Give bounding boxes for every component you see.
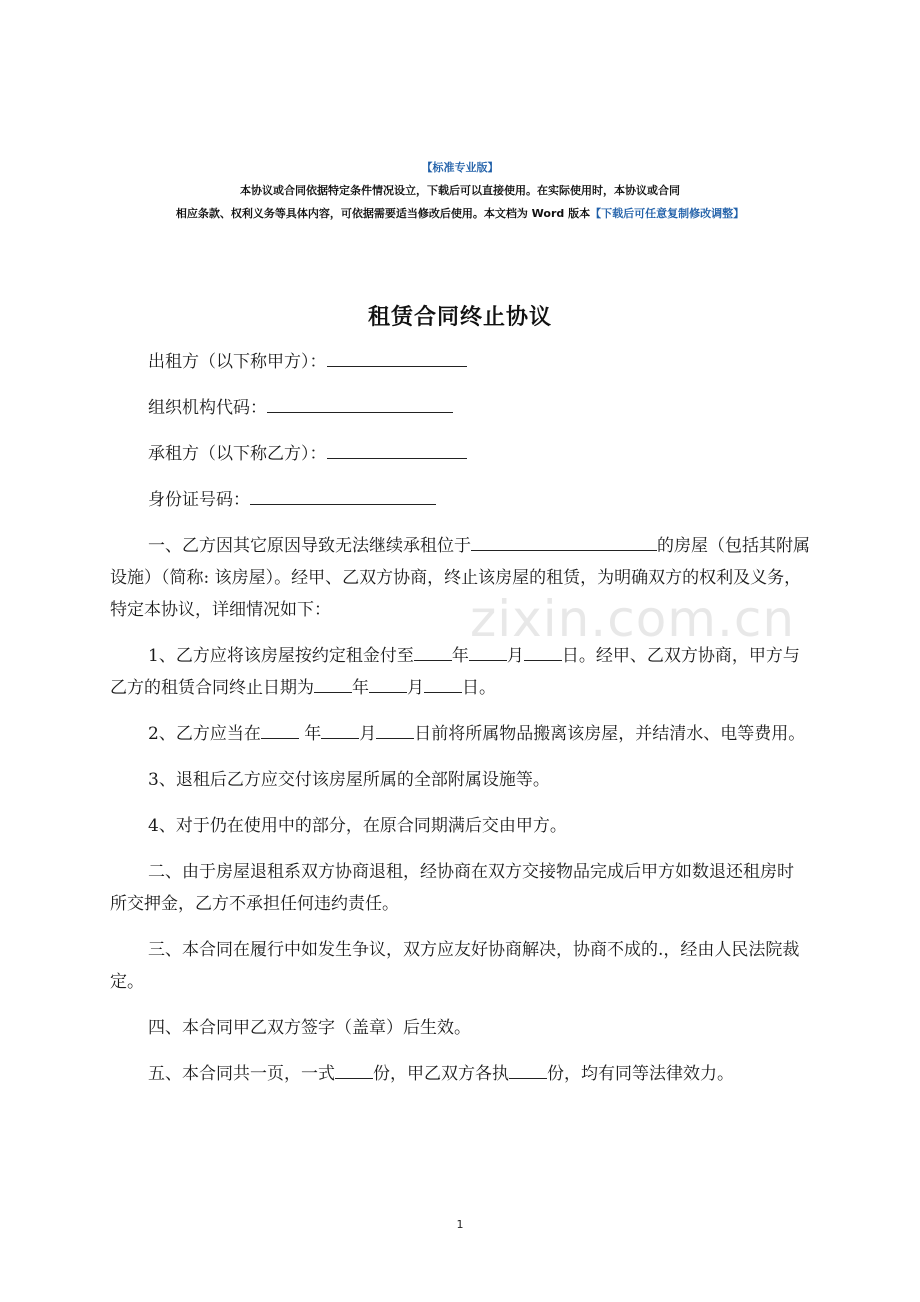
item-4: 4、对于仍在使用中的部分，在原合同期满后交由甲方。 [148, 816, 567, 836]
clause-5: 五、本合同共一页，一式 份，甲乙双方各执 份，均有同等法律效力。 [110, 1058, 810, 1090]
blank-line[interactable] [327, 439, 467, 459]
item-2: 2、乙方应当在 年 月 日前将所属物品搬离该房屋，并结清水、电等费用。 [110, 718, 810, 750]
org-code-field: 组织机构代码： [110, 392, 810, 424]
document-body [110, 346, 810, 1090]
blank-line[interactable] [424, 673, 462, 693]
item-3: 3、退租后乙方应交付该房屋所属的全部附属设施等。 [148, 770, 550, 790]
id-field: 身份证号码： [110, 484, 810, 516]
blank-line[interactable] [261, 719, 299, 739]
blank-line[interactable] [469, 641, 507, 661]
clause-4: 四、本合同甲乙双方签字（盖章）后生效。 [148, 1018, 471, 1038]
blank-line[interactable] [314, 673, 352, 693]
watermark: zixin.com.cn [470, 590, 796, 648]
blank-line[interactable] [369, 673, 407, 693]
clause-1: 一、乙方因其它原因导致无法继续承租位于 的房屋（包括其附属设施）（简称: 该房屋）。经甲、乙双方协商，终止该房屋的租赁，为明确双方的权利及义务，特定本协议，详细情况如下： [110, 530, 810, 626]
blank-line[interactable] [250, 485, 436, 505]
blank-line[interactable] [267, 393, 453, 413]
blank-line[interactable] [321, 719, 359, 739]
page-number: 1 [456, 1218, 464, 1231]
blank-line[interactable] [335, 1059, 373, 1079]
clause-3: 三、本合同在履行中如发生争议，双方应友好协商解决，协商不成的.，经由人民法院裁定。 [110, 940, 800, 992]
blank-line[interactable] [471, 531, 657, 551]
document-title: 租赁合同终止协议 [367, 305, 552, 330]
blank-line[interactable] [524, 641, 562, 661]
item-1: 1、乙方应将该房屋按约定租金付至 年 月 日。经甲、乙双方协商，甲方与乙方的租赁合同终止日期为 年 月 日。 [110, 640, 810, 704]
blank-line[interactable] [327, 347, 467, 367]
blank-line[interactable] [414, 641, 452, 661]
blank-line[interactable] [509, 1059, 547, 1079]
edition-label: 【标准专业版】 [421, 161, 499, 174]
header-line-1: 本协议或合同依据特定条件情况设立，下载后可以直接使用。在实际使用时，本协议或合同 [240, 184, 680, 197]
lessee-field: 承租方（以下称乙方）： [110, 438, 810, 470]
lessor-field: 出租方（以下称甲方）： [110, 346, 810, 378]
header-line-2: 相应条款、权利义务等具体内容，可依据需要适当修改后使用。本文档为 Word 版本【下载后可任意复制修改调整】 [175, 207, 745, 220]
download-note: 【下载后可任意复制修改调整】 [590, 207, 745, 220]
blank-line[interactable] [376, 719, 414, 739]
document-header [0, 156, 920, 225]
clause-2: 二、由于房屋退租系双方协商退租，经协商在双方交接物品完成后甲方如数退还租房时所交押金，乙方不承担任何违约责任。 [110, 862, 794, 914]
